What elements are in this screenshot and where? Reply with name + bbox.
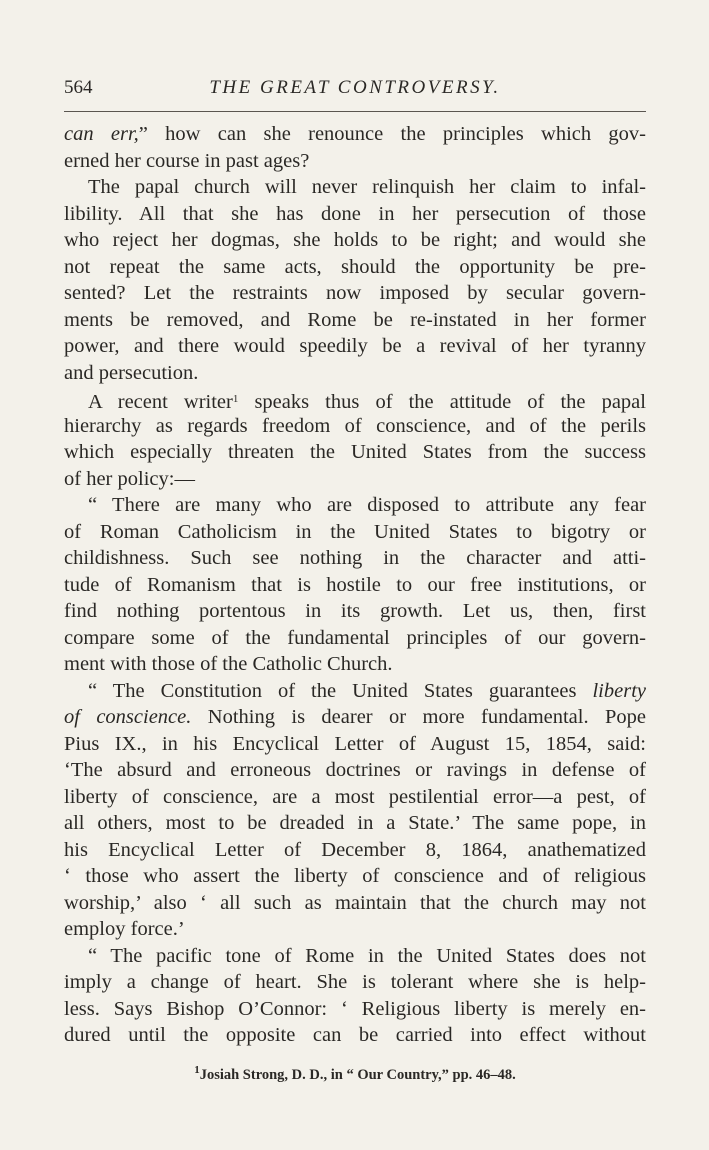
- text-line: imply a change of heart. She is tolerant where she is help-: [64, 971, 646, 993]
- text-line: all others, most to be dreaded in a State.’ The same pope, in: [64, 812, 646, 834]
- text-line: erned her course in past ages?: [64, 149, 310, 172]
- footnote-text: Josiah Strong, D. D., in “ Our Country,” pp. 46–48.: [199, 1067, 516, 1083]
- text-line: and persecution.: [64, 361, 199, 384]
- text-line: hierarchy as regards freedom of conscience, and of the perils: [64, 414, 646, 437]
- text-line: ments be removed, and Rome be re-instated in her former: [64, 308, 646, 331]
- running-title: THE GREAT CONTROVERSY.: [209, 77, 501, 98]
- text-line: of Roman Catholicism in the United States to bigotry or: [64, 520, 646, 543]
- text-line: of her policy:—: [64, 467, 195, 490]
- footnote-number: 1: [194, 1064, 200, 1076]
- text-line: which especially threaten the United States from the success: [64, 441, 646, 463]
- text-line: less. Says Bishop O’Connor: ‘ Religious liberty is merely en-: [64, 997, 646, 1020]
- text-line: who reject her dogmas, she holds to be right; and would she: [64, 229, 646, 251]
- text-line: “ There are many who are disposed to attribute any fear: [88, 494, 646, 516]
- text-line: The papal church will never relinquish her claim to infal-: [88, 176, 646, 198]
- footnote: [64, 1064, 646, 1084]
- body-text: [64, 121, 646, 1049]
- text-line: tude of Romanism that is hostile to our free institutions, or: [64, 573, 646, 596]
- text-line: his Encyclical Letter of December 8, 1864, anathematized: [64, 838, 646, 861]
- text-line: ment with those of the Catholic Church.: [64, 653, 393, 675]
- header-rule: [64, 111, 646, 112]
- text-line: “ The Constitution of the United States guarantees liberty: [88, 679, 646, 702]
- text-line: can err,” how can she renounce the principles which gov-: [64, 123, 646, 145]
- text-line: dured until the opposite can be carried into effect without: [64, 1024, 646, 1046]
- text-line: liberty of conscience, are a most pestilential error—a pest, of: [64, 785, 646, 808]
- page-number: 564: [64, 77, 93, 98]
- text-line: ‘The absurd and erroneous doctrines or ravings in defense of: [64, 759, 646, 781]
- text-line: worship,’ also ‘ all such as maintain that the church may not: [64, 891, 646, 914]
- text-line: ‘ those who assert the liberty of conscience and of religious: [64, 865, 646, 887]
- footnote-marker: 1: [232, 393, 239, 405]
- text-line: employ force.’: [64, 918, 185, 940]
- text-line: sented? Let the restraints now imposed by secular govern-: [64, 282, 646, 304]
- page-header: [64, 74, 646, 106]
- text-line: not repeat the same acts, should the opportunity be pre-: [64, 255, 646, 278]
- text-line: A recent writer$^1$ speaks thus of the attitude of the papal: [88, 391, 646, 413]
- text-line: find nothing portentous in its growth. Let us, then, first: [64, 600, 646, 622]
- text-line: “ The pacific tone of Rome in the United States does not: [88, 944, 646, 967]
- text-line: childishness. Such see nothing in the character and atti-: [64, 547, 646, 569]
- text-line: compare some of the fundamental principles of our govern-: [64, 626, 646, 649]
- text-line: libility. All that she has done in her persecution of those: [64, 202, 646, 225]
- text-line: of conscience. Nothing is dearer or more fundamental. Pope: [64, 706, 646, 728]
- text-line: power, and there would speedily be a revival of her tyranny: [64, 335, 646, 357]
- text-line: Pius IX., in his Encyclical Letter of August 15, 1854, said:: [64, 732, 646, 755]
